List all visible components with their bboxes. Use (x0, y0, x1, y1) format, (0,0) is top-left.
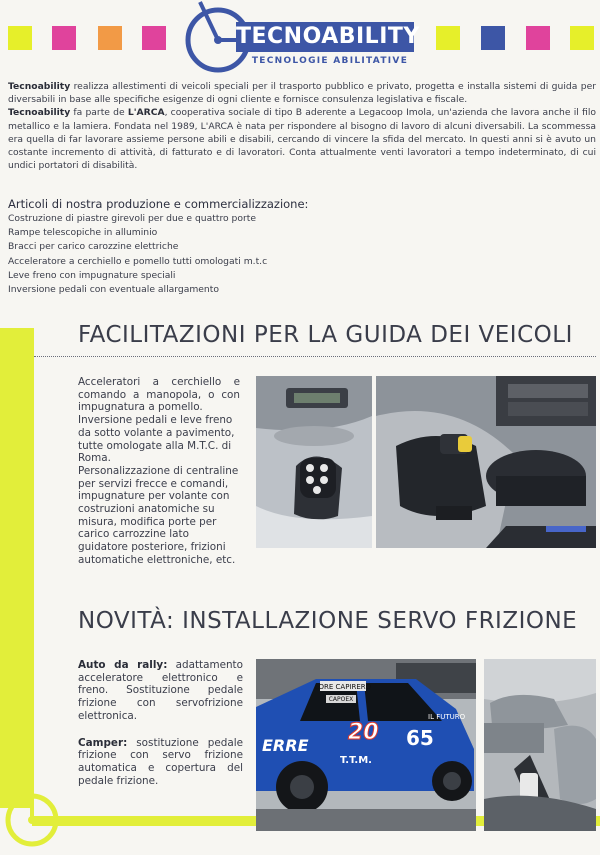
brand-name: Tecnoability (8, 81, 71, 92)
lime-sidebar (0, 328, 34, 808)
color-square-yellow-2 (436, 26, 460, 50)
color-square-blue-1 (481, 26, 505, 50)
photo-steering-column-controls (376, 376, 596, 548)
photo-rally-car (256, 659, 476, 831)
section-title-novita: NOVITÀ: INSTALLAZIONE SERVO FRIZIONE (78, 608, 578, 634)
car-capoex-label: CAPOEX (328, 696, 354, 703)
section1-paragraph-3: Personalizzazione di centraline per servizi frecce e comandi, impugnature per volante con costruzioni anatomiche su misura, modifica porte per carico carrozzine lato guidatore posteriore, frizioni automatiche elettroniche, etc. (78, 464, 239, 566)
rally-paragraph (78, 659, 243, 723)
car-sponsor-label: IL FUTURO (428, 713, 466, 721)
articoli-title: Articoli di nostra produzione e commercializzazione: (8, 197, 309, 211)
photo-steering-remote (256, 376, 372, 548)
articoli-list (8, 212, 267, 297)
wheelchair-wheel-icon (0, 788, 70, 855)
intro-paragraph-2a: fa parte de (70, 107, 128, 119)
car-number-side: 65 (406, 726, 434, 750)
color-square-magenta-2 (142, 26, 166, 50)
list-item: Costruzione di piastre girevoli per due e quattro porte (8, 213, 257, 224)
color-square-magenta-3 (526, 26, 550, 50)
color-square-orange-1 (98, 26, 122, 50)
list-item: Rampe telescopiche in alluminio (8, 227, 158, 239)
intro-paragraph-1: realizza allestimenti di veicoli speciali per il trasporto pubblico e privato, progetta e installa sistemi di guida per diversabili in base alle specifiche esigenze di ogni cliente e fornisce consulenza legislativa e fiscale. (8, 81, 596, 106)
list-item: Leve freno con impugnature speciali (8, 269, 176, 281)
arca-name: L'ARCA (127, 107, 165, 119)
color-square-yellow-1 (8, 26, 32, 50)
camper-paragraph (78, 737, 243, 788)
rally-text: adattamento acceleratore elettronico e freno. Sostituzione pedale frizione con servofrizione elettronica. (78, 659, 243, 722)
section1-text (78, 376, 240, 567)
color-square-magenta-1 (52, 26, 76, 50)
list-item: Bracci per carico carozzine elettriche (8, 241, 179, 253)
photo-camper-pedal (484, 659, 596, 831)
section2-text (78, 659, 243, 787)
section1-paragraph-1: Acceleratori a cerchiello e comando a manopola, o con impugnatura a pomello. (78, 376, 240, 414)
logo-wordmark: TECNOABILITY (236, 22, 414, 52)
list-item: Acceleratore a cerchiello e pomello tutti omologati m.t.c (8, 255, 268, 267)
camper-text: sostituzione pedale frizione con servo frizione automatica e copertura del pedale frizione. (78, 736, 243, 787)
brand-name: Tecnoability (8, 107, 71, 119)
logo-subtitle: TECNOLOGIE ABILITATIVE (251, 56, 409, 66)
section1-paragraph-2: Inversione pedali e leve freno da sotto volante a pavimento, tutte omologate alla M.T.C. di Roma. (78, 414, 235, 465)
rally-label: Auto da rally: (78, 659, 168, 671)
car-crew-label: LORE CAPIRERO (314, 683, 372, 691)
color-square-yellow-3 (570, 26, 594, 50)
section-divider (34, 356, 596, 357)
car-number-door: 20 (348, 720, 379, 745)
section-title-facilitazioni: FACILITAZIONI PER LA GUIDA DEI VEICOLI (78, 322, 573, 348)
intro-paragraph-2b: , cooperativa sociale di tipo B aderente a Legacoop Imola, un'azienda che lavora anche il filo metallico e la lamiera. Fondata nel 1989, L'ARCA è nata per rispondere al bisogno di lavoro di alcuni diversabili. La scommessa era quella di far lavorare assieme persone abili e disabili, cercando di vincere la sfida del mercato. In questi anni si è avuto un costante incremento di attività, di fatturato e di lavoratori. Conta attualmente venti lavoratori a tempo indeterminato, di cui undici portatori di disabilità. (8, 107, 596, 172)
list-item: Inversione pedali con eventuale allargamento (8, 284, 219, 296)
car-ttm-label: T.T.M. (340, 755, 372, 766)
intro-text (8, 80, 596, 172)
camper-label: Camper: (78, 736, 128, 749)
car-brand-label: ERRE (262, 736, 309, 755)
